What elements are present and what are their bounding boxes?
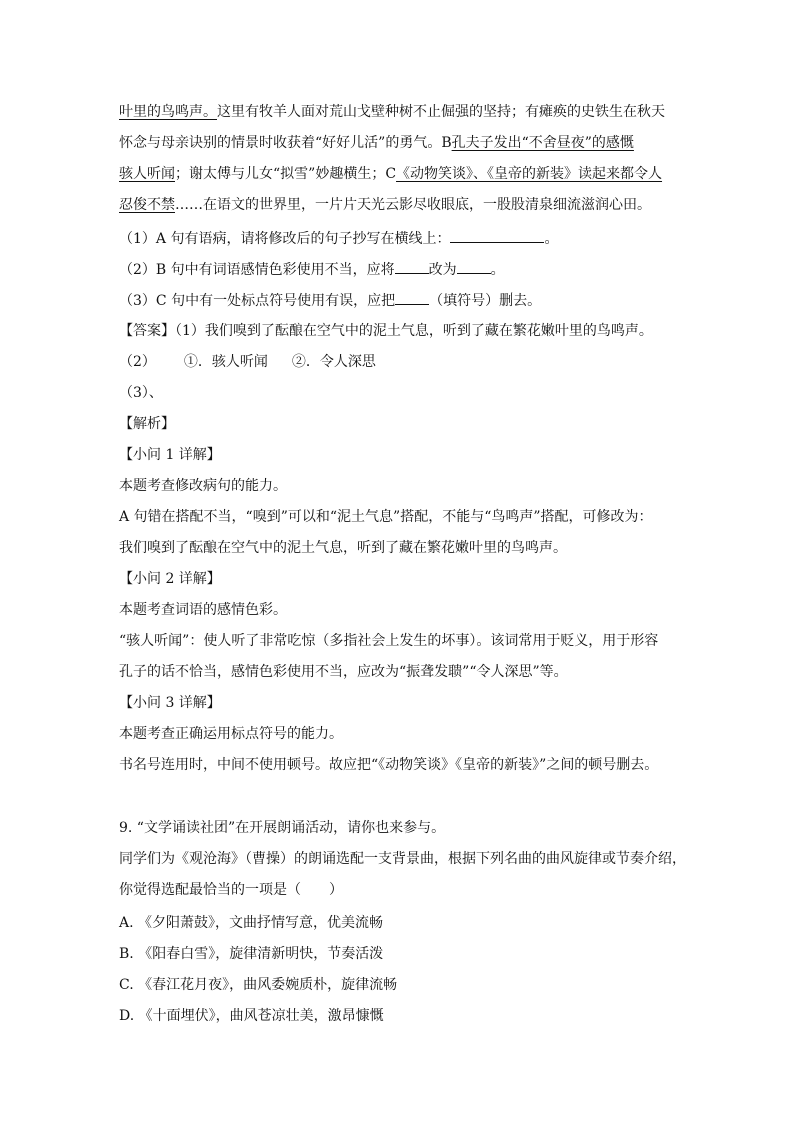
analysis-text: 书名号连用时，中间不使用顿号。故应把“《动物笑谈》《皇帝的新装》”之间的顿号删去。 bbox=[119, 757, 659, 773]
option-d: D. 《十面埋伏》，曲风苍凉壮美，激昂慷慨 bbox=[119, 1008, 384, 1024]
passage-text: 怀念与母亲诀别的情景时收获着“好好儿活”的勇气。B bbox=[119, 135, 452, 151]
option-c: C. 《春江花月夜》，曲风委婉质朴，旋律流畅 bbox=[119, 977, 398, 993]
subquestion-2-title: 【小问 2 详解】 bbox=[119, 571, 221, 587]
subquestion-1-title: 【小问 1 详解】 bbox=[119, 447, 221, 463]
analysis-text: 孔子的话不恰当，感情色彩使用不当，应改为“振聋发聩”“令人深思”等。 bbox=[119, 664, 568, 680]
option-a: A. 《夕阳萧鼓》，文曲抒情写意，优美流畅 bbox=[119, 915, 384, 931]
analysis-text: “骇人听闻”：使人听了非常吃惊（多指社会上发生的坏事）。该词常用于贬义，用于形容 bbox=[119, 633, 659, 649]
sentence-c-underlined: 《动物笑谈》、《皇帝的新装》读起来都令人 bbox=[396, 166, 663, 182]
passage-line-3 bbox=[119, 164, 662, 184]
answer-blank bbox=[395, 259, 429, 274]
analysis-text: 本题考查正确运用标点符号的能力。 bbox=[119, 726, 343, 742]
sentence-b-underlined: 骇人听闻 bbox=[119, 166, 175, 182]
answer-text: （2） bbox=[119, 354, 156, 370]
question-text: 。 bbox=[544, 231, 559, 247]
question-text: 改为 bbox=[428, 262, 457, 278]
passage-line-2 bbox=[119, 133, 634, 153]
analysis-text: A 句错在搭配不当，“嗅到”可以和“泥土气息”搭配，不能与“鸟鸣声”搭配，可修改为： bbox=[119, 509, 653, 525]
question-9-body: 同学们为《观沧海》（曹操）的朗诵选配一支背景曲，根据下列名曲的曲风旋律或节奏介绍， bbox=[119, 851, 686, 867]
answer-item-2: ②．令人深思 bbox=[291, 354, 376, 370]
question-text: （1）A 句有语病，请将修改后的句子抄写在横线上： bbox=[119, 231, 451, 247]
question-text: （2）B 句中有词语感情色彩使用不当，应将 bbox=[119, 262, 395, 278]
question-9-stem: 9. “文学诵读社团”在开展朗诵活动，请你也来参与。 bbox=[119, 820, 446, 836]
question-text: （填符号）删去。 bbox=[429, 293, 542, 309]
option-b: B. 《阳春白雪》，旋律清新明快，节奏活泼 bbox=[119, 946, 384, 962]
question-text: （3）C 句中有一处标点符号使用有误，应把 bbox=[119, 293, 396, 309]
answer-label: 【答案】 bbox=[119, 323, 175, 339]
analysis-text: 本题考查词语的感情色彩。 bbox=[119, 602, 287, 618]
answer-item-1: ①．骇人听闻 bbox=[183, 354, 268, 370]
analysis-text: 本题考查修改病句的能力。 bbox=[119, 478, 287, 494]
passage-line-4 bbox=[119, 195, 651, 215]
answer-blank bbox=[457, 259, 491, 274]
passage-underlined-segment: 叶里的鸟鸣声。 bbox=[119, 104, 217, 120]
answer-line-1 bbox=[119, 321, 653, 341]
answer-line-2 bbox=[119, 352, 376, 372]
answer-text: （1）我们嗅到了酝酿在空气中的泥土气息，听到了藏在繁花嫩叶里的鸟鸣声。 bbox=[175, 323, 653, 339]
question-9-body: 你觉得选配最恰当的一项是（ ） bbox=[119, 882, 343, 898]
passage-text: ……在语文的世界里，一片片天光云影尽收眼底，一股股清泉细流滋润心田。 bbox=[175, 197, 651, 213]
subquestion-3-title: 【小问 3 详解】 bbox=[119, 695, 221, 711]
answer-blank bbox=[450, 228, 544, 243]
question-1 bbox=[119, 228, 558, 249]
analysis-text: 我们嗅到了酝酿在空气中的泥土气息，听到了藏在繁花嫩叶里的鸟鸣声。 bbox=[119, 540, 567, 556]
question-2 bbox=[119, 259, 505, 280]
question-3 bbox=[119, 290, 541, 311]
question-text: 。 bbox=[490, 262, 505, 278]
analysis-label: 【解析】 bbox=[119, 416, 175, 432]
answer-blank bbox=[395, 290, 429, 305]
sentence-b-underlined: 孔夫子发出“不舍昼夜”的感慨 bbox=[451, 135, 634, 151]
passage-text: 这里有牧羊人面对荒山戈壁种树不止倔强的坚持；有瘫痪的史铁生在秋天 bbox=[217, 104, 665, 120]
passage-text: ；谢太傅与儿女“拟雪”妙趣横生；C bbox=[175, 166, 397, 182]
passage-line-1 bbox=[119, 102, 665, 122]
sentence-c-underlined: 忍俊不禁 bbox=[119, 197, 175, 213]
answer-line-3: （3）、 bbox=[119, 385, 163, 401]
